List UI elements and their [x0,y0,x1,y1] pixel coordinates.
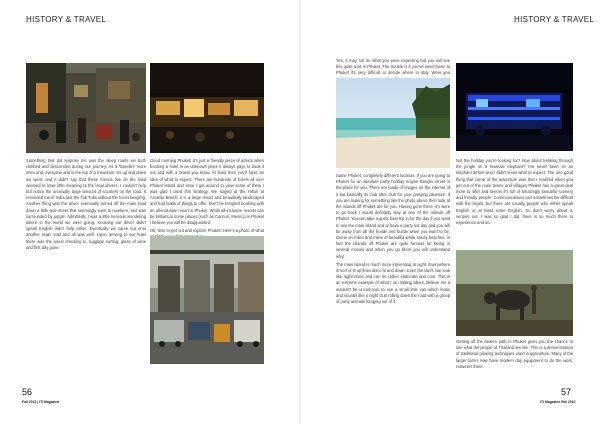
beach-photo [336,78,450,168]
col3-paragraph-1: Same Phuket, completely different location. If you are going to Phuket for an absolute party holiday maybe Bangla Street is the place for you. There are loads of images on the internet of it but basically its club after club for your partying pleasure. If you are looking for something like the photo above then look at the islands off Phuket are for you. Having gone there, it's were to go back I would definitely stay at one of the islands off Phuket. You can take a quick boat trip in for the day if you want to see the main island and or have a party out day and you will be away from all the hustle and bustle when you want to be. Come on miles and miles of beautiful white sandy beaches, in fact the islands off Phuket are quite famous for being in several movies and when you go there you will understand why! [336,173,451,259]
right-column-4 [456,158,573,248]
street-market-image [26,63,146,153]
left-column-2 [150,158,264,234]
night-market-image [150,63,264,153]
left-section-title: HISTORY & TRAVEL [26,15,107,24]
street-scene-image [150,236,264,364]
right-column-4b [456,339,573,387]
neon-bus-photo [456,63,573,151]
col4-paragraph: Not the holiday you're looking for? How about trekking through the jungle on a massive elephant? I've never been on an elephant before and I didn't know what to expect. The one good thing that came of the adventure was that I realized when you get out of the main towns and villages Phuket has a great deal more to offer and seems it's full of amazingly beautiful scenery and friendly people. Communications can sometimes be difficult with the locals, but there are usually people who either speak English or at least some English. So don't worry about it, venture out. I was so glad I did, there is so much there to experience and do. [456,158,573,226]
right-page-number: 57 [561,387,572,397]
col2-paragraph-2: Ok, time to get out and explore Phuket! Here's a photo of what [150,228,264,234]
intro-paragraph: Yes, it may not be what you were expecting but you will see this quite a bit in Phuket. The trouble is if you've never been to Phuket it's very difficult to decide where to stay. Were you [336,58,450,76]
left-footer: Fall 2010 | ITI Magazine [22,400,60,404]
left-page-number: 56 [22,387,33,397]
col1-paragraph: Something that did surprise me was the steep roads we both climbed and descended during our journey. As a 'traveller' more ones and, everyone and is the top of a mountain. So up and down we went, and it didn't say that these friends live on the road seemed to have little meaning to the local drivers. I couldn't help but notice the unusually large amount of scooters on the road. It reminded me of India and the Tuk Tuks without the horns beeping. Another thing was the driver eventually turned off the main road down a little side street that seemingly went to nowhere, and was surrounded by jungle. Admittedly I was a little nervous wondering where in the world we were going. Knowing our driver didn't speak English didn't help either. Eventually we came out onto another main road and all was well. Upon arriving to our hotel there was the usual checking in, luggage sorting, glass of wine and first day gone. [26,158,146,250]
neon-bus-image [456,63,573,151]
water-buffalo-image [456,250,573,336]
right-footer: ITI Magazine Fall 2010 [540,400,576,404]
beach-image [336,78,450,168]
night-market-photo [150,63,264,153]
col4b-paragraph: Getting off the beaten path in Phuket gives you the chance to see what the people of Thailand are like. This is a demonstration of traditional plowing techniques used in agriculture. Many of the larger farms now have modern day equipment to do the work. However there [456,339,573,369]
left-column-1 [26,158,146,388]
street-market-photo [26,63,146,153]
right-column-3 [336,173,450,388]
water-buffalo-photo [456,250,573,336]
col2-paragraph-1: Good morning Phuket! It's just a friendly piece of advice when booking a hotel in an unknown place it always pays to book it out and with a brand you know. At least then you'll have an idea of what to expect. There are hundreds of hotels all over Phuket Island and once I got around to view some of them I was glad I used this strategy. We stayed at the Hilton at Arcadia Beach, it is a large resort and beautifully landscaped and had loads of things to offer. Don't be tempted booking with an all-inclusive resort in Phuket. While all-inclusive resorts can be brilliant in some places (such as Cancun, Mexico) in Phuket I believe you will be disappointed. [150,158,264,226]
page-gutter [299,0,301,424]
right-section-title: HISTORY & TRAVEL [514,15,595,24]
right-intro-column [336,58,450,78]
street-scene-photo [150,236,264,364]
col3-paragraph-2: The main island is much more interesting at night. Everywhere is sort of lit up lines disco lit and down. Even the taxi's can look like night clubs and can be rather elaborate and cool. This is an extreme example of what I am talking about, believe me it wouldn't be uncommon to see a small little van which looks and sounds like a night club rolling down the road with a group of party animals hanging out of it. [336,261,450,305]
